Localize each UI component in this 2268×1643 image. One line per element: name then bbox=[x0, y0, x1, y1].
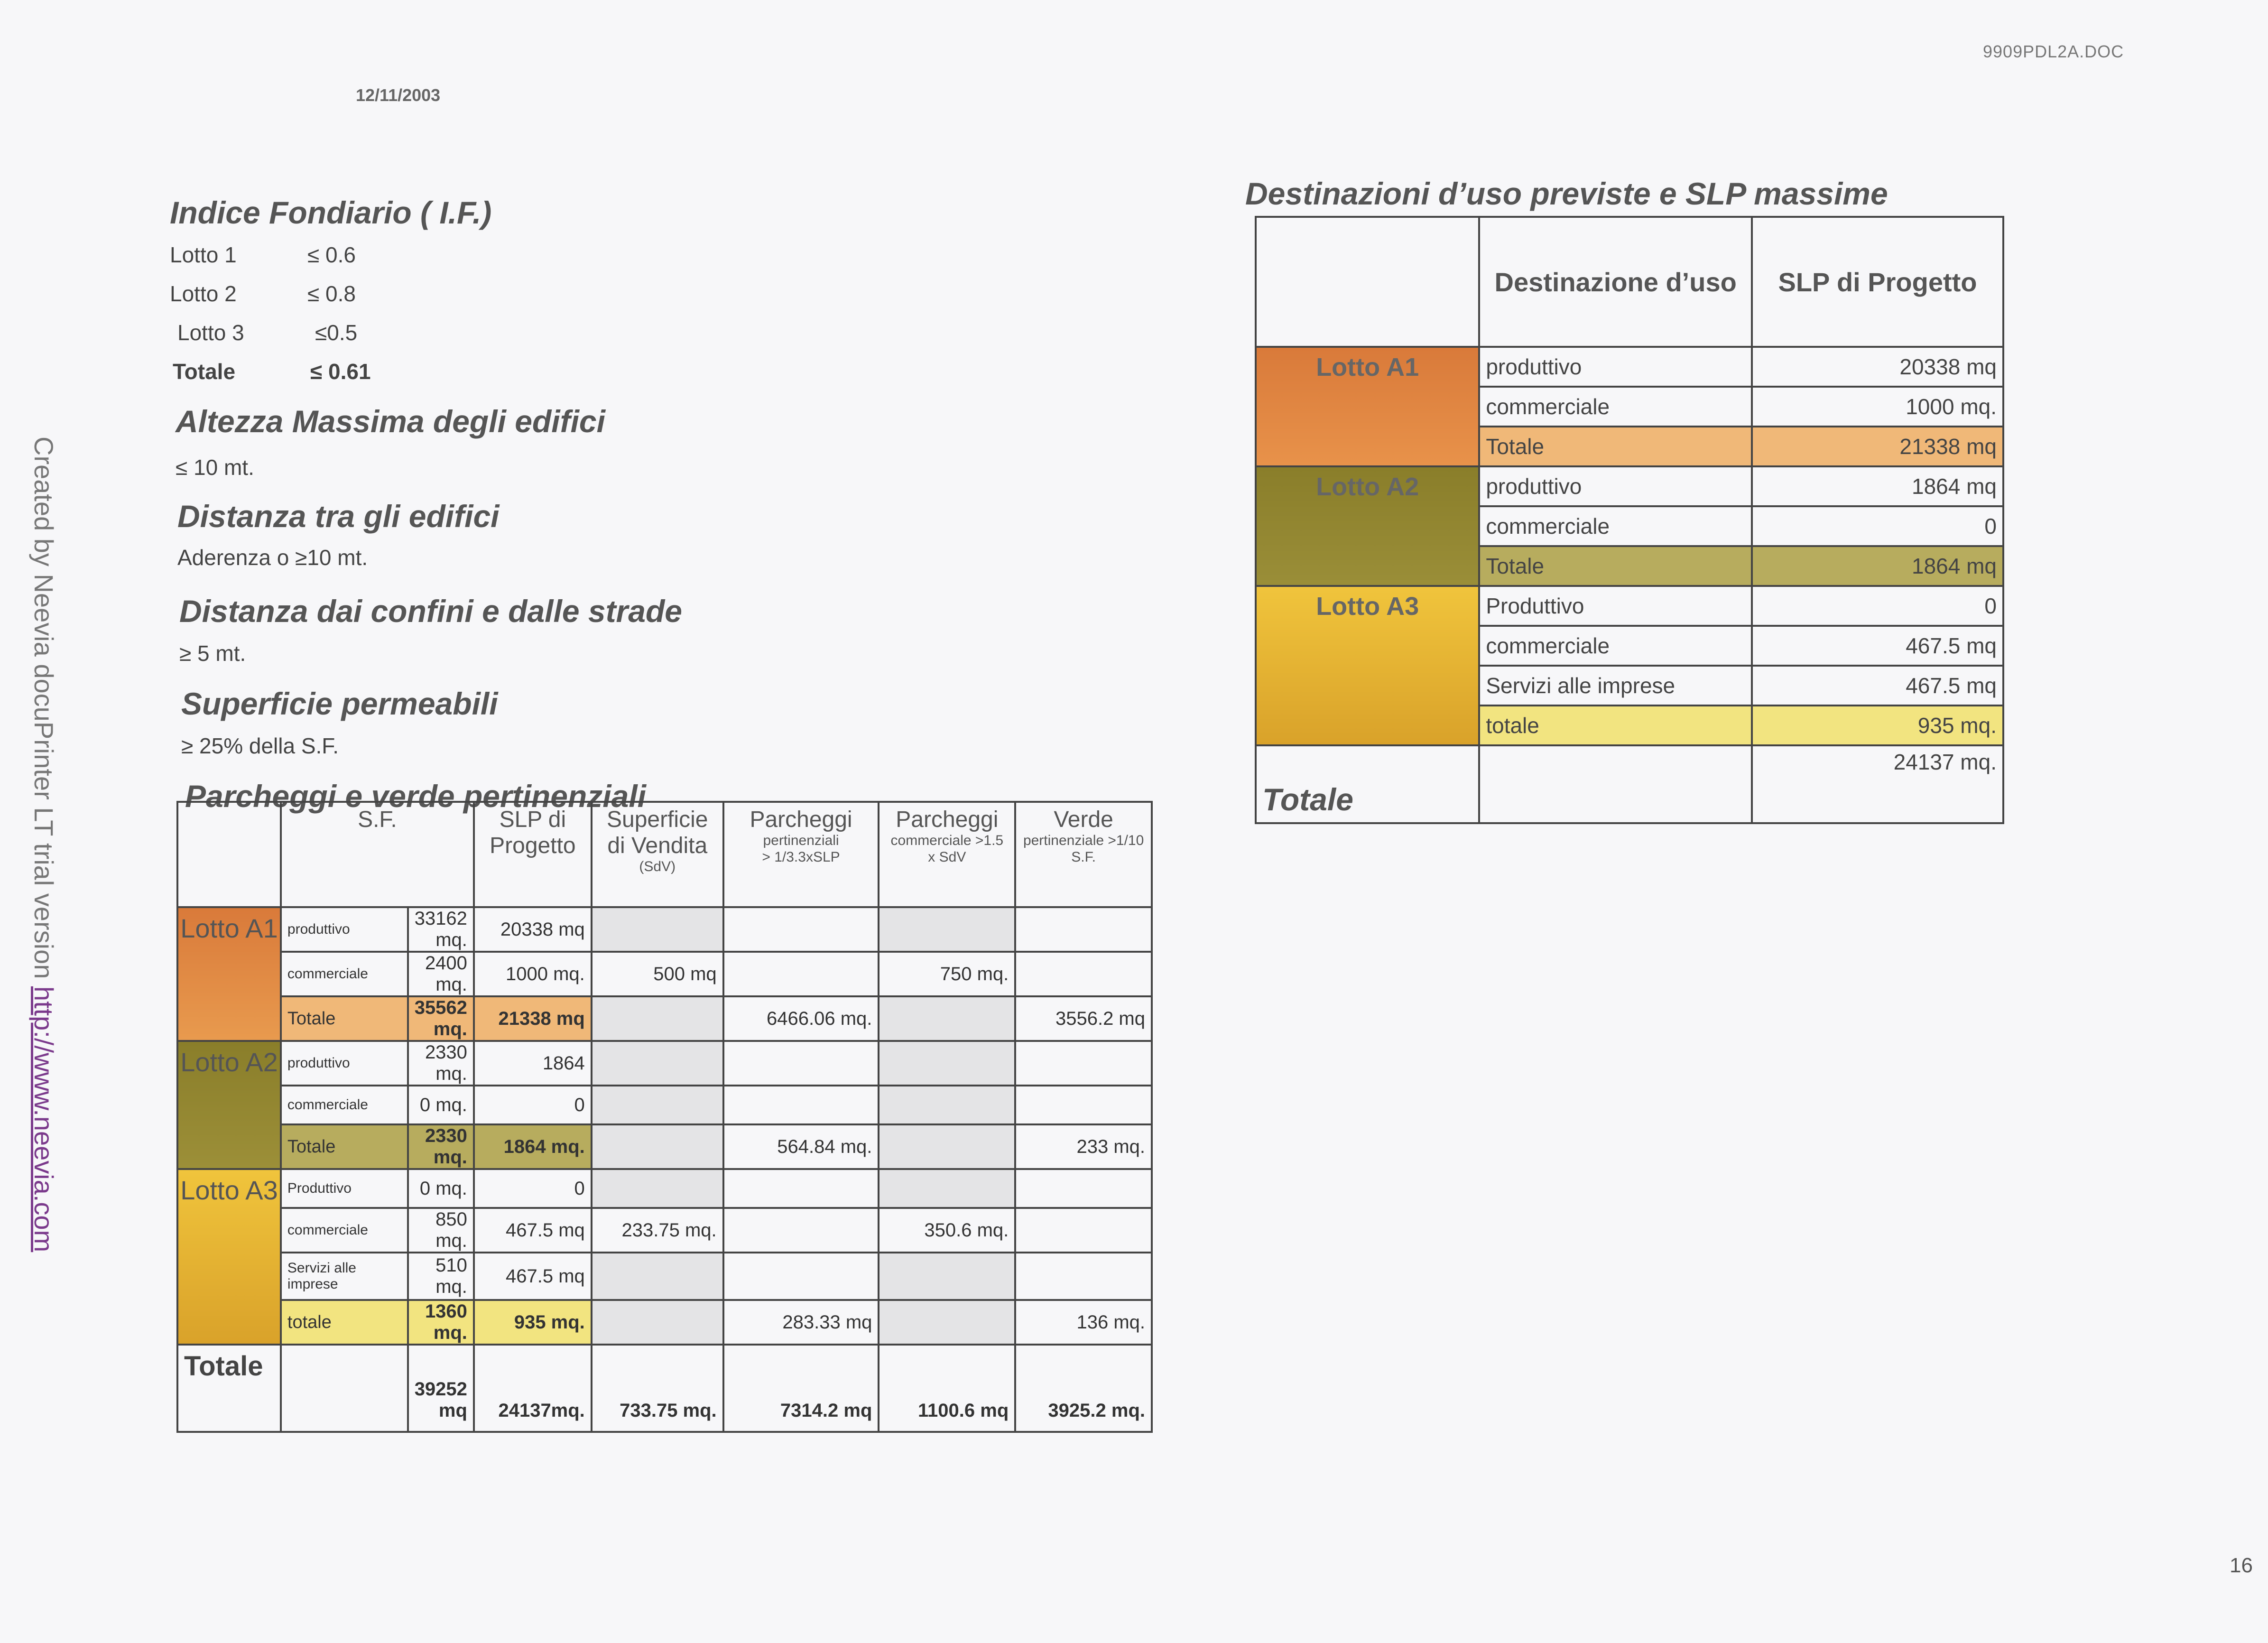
page-number: 16 bbox=[2230, 1554, 2253, 1577]
cell-sf: 0 mq. bbox=[408, 1086, 474, 1124]
cell-park1: 283.33 mq bbox=[723, 1300, 879, 1345]
cell-empty bbox=[1015, 952, 1152, 996]
parcheggi-table bbox=[176, 801, 1153, 1433]
cell-slp-total: 935 mq. bbox=[474, 1300, 592, 1345]
indice-row: Lotto 1 ≤ 0.6 bbox=[170, 242, 356, 267]
cell-verde: 233 mq. bbox=[1015, 1124, 1152, 1169]
cell-empty bbox=[592, 1253, 723, 1300]
total-park1: 7314.2 mq bbox=[723, 1345, 879, 1432]
cell-sf: 0 mq. bbox=[408, 1169, 474, 1208]
cell-verde: 3556.2 mq bbox=[1015, 996, 1152, 1041]
cell-empty bbox=[879, 1086, 1015, 1124]
cell-empty bbox=[281, 1345, 408, 1432]
row-label: commerciale bbox=[281, 1086, 408, 1124]
row-value-total: 21338 mq bbox=[1752, 427, 2003, 466]
lotto-a1-label: Lotto A1 bbox=[1256, 347, 1479, 466]
cell-slp: 467.5 mq bbox=[474, 1208, 592, 1253]
cell-empty bbox=[879, 996, 1015, 1041]
row-label: commerciale bbox=[281, 952, 408, 996]
cell-empty bbox=[879, 1124, 1015, 1169]
total-sdv: 733.75 mq. bbox=[592, 1345, 723, 1432]
row-label: commerciale bbox=[1479, 626, 1752, 666]
cell-empty bbox=[1015, 907, 1152, 952]
total-park2: 1100.6 mq bbox=[879, 1345, 1015, 1432]
cell-empty bbox=[723, 1086, 879, 1124]
cell-empty bbox=[592, 907, 723, 952]
row-label-total: Totale bbox=[1479, 546, 1752, 586]
distanza-edifici-title: Distanza tra gli edifici bbox=[177, 499, 500, 534]
row-label: commerciale bbox=[281, 1208, 408, 1253]
cell-empty bbox=[1015, 1253, 1152, 1300]
row-label-total: Totale bbox=[281, 1124, 408, 1169]
cell-empty bbox=[723, 1169, 879, 1208]
cell-slp: 20338 mq bbox=[474, 907, 592, 952]
cell-empty bbox=[592, 996, 723, 1041]
watermark bbox=[28, 436, 59, 1252]
altezza-value: ≤ 10 mt. bbox=[176, 455, 254, 480]
cell-sf: 2400 mq. bbox=[408, 952, 474, 996]
cell-sf-total: 1360 mq. bbox=[408, 1300, 474, 1345]
cell-park2: 350.6 mq. bbox=[879, 1208, 1015, 1253]
row-value: 1864 mq bbox=[1752, 466, 2003, 506]
cell-sdv: 500 mq bbox=[592, 952, 723, 996]
cell-empty bbox=[592, 1169, 723, 1208]
destinazioni-title: Destinazioni d’uso previste e SLP massime bbox=[1245, 176, 1888, 211]
destinazioni-table bbox=[1255, 216, 2004, 824]
superficie-value: ≥ 25% della S.F. bbox=[181, 733, 339, 758]
row-label: produttivo bbox=[1479, 347, 1752, 387]
cell-empty bbox=[592, 1041, 723, 1086]
header-empty bbox=[1256, 217, 1479, 347]
cell-sf: 33162 mq. bbox=[408, 907, 474, 952]
total-slp: 24137mq. bbox=[474, 1345, 592, 1432]
distanza-confini-value: ≥ 5 mt. bbox=[179, 641, 246, 666]
row-label: commerciale bbox=[1479, 387, 1752, 427]
total-sf: 39252 mq bbox=[408, 1345, 474, 1432]
header-destinazione: Destinazione d’uso bbox=[1479, 217, 1752, 347]
cell-empty bbox=[723, 1253, 879, 1300]
row-value: 0 bbox=[1752, 506, 2003, 546]
watermark-link[interactable]: http://www.neevia.com bbox=[29, 986, 59, 1253]
row-label: Produttivo bbox=[281, 1169, 408, 1208]
cell-sf: 510 mq. bbox=[408, 1253, 474, 1300]
cell-slp-total: 21338 mq bbox=[474, 996, 592, 1041]
cell-empty bbox=[1479, 745, 1752, 823]
header-sf: S.F. bbox=[281, 802, 474, 907]
row-label: Produttivo bbox=[1479, 586, 1752, 626]
row-label: produttivo bbox=[281, 907, 408, 952]
total-verde: 3925.2 mq. bbox=[1015, 1345, 1152, 1432]
cell-empty bbox=[879, 1253, 1015, 1300]
cell-sdv: 233.75 mq. bbox=[592, 1208, 723, 1253]
total-value: 24137 mq. bbox=[1752, 745, 2003, 823]
indice-row: Lotto 3 ≤0.5 bbox=[177, 320, 358, 345]
total-label: Totale bbox=[1256, 745, 1479, 823]
cell-sf-total: 2330 mq. bbox=[408, 1124, 474, 1169]
document-filename: 9909PDL2A.DOC bbox=[1983, 42, 2124, 61]
distanza-edifici-value: Aderenza o ≥10 mt. bbox=[177, 545, 368, 570]
cell-sf: 2330 mq. bbox=[408, 1041, 474, 1086]
cell-sf: 850 mq. bbox=[408, 1208, 474, 1253]
row-value-total: 1864 mq bbox=[1752, 546, 2003, 586]
cell-verde: 136 mq. bbox=[1015, 1300, 1152, 1345]
row-label-total: Totale bbox=[1479, 427, 1752, 466]
cell-empty bbox=[1015, 1208, 1152, 1253]
row-value: 20338 mq bbox=[1752, 347, 2003, 387]
row-label: produttivo bbox=[281, 1041, 408, 1086]
cell-park1: 564.84 mq. bbox=[723, 1124, 879, 1169]
row-value: 1000 mq. bbox=[1752, 387, 2003, 427]
cell-park2: 750 mq. bbox=[879, 952, 1015, 996]
cell-empty bbox=[879, 1041, 1015, 1086]
indice-row: Lotto 2 ≤ 0.8 bbox=[170, 281, 356, 306]
header-sdv: Superficie di Vendita (SdV) bbox=[592, 802, 723, 907]
lotto-a3-label: Lotto A3 bbox=[177, 1169, 281, 1345]
header-slp: SLP di Progetto bbox=[1752, 217, 2003, 347]
cell-empty bbox=[723, 907, 879, 952]
header-slp: SLP di Progetto bbox=[474, 802, 592, 907]
row-value: 0 bbox=[1752, 586, 2003, 626]
cell-slp: 1000 mq. bbox=[474, 952, 592, 996]
row-value: 467.5 mq bbox=[1752, 666, 2003, 705]
lotto-a3-label: Lotto A3 bbox=[1256, 586, 1479, 745]
cell-empty bbox=[723, 952, 879, 996]
row-value-total: 935 mq. bbox=[1752, 705, 2003, 745]
row-label-total: Totale bbox=[281, 996, 408, 1041]
row-label: Servizi alle imprese bbox=[281, 1253, 408, 1300]
cell-empty bbox=[723, 1041, 879, 1086]
superficie-title: Superficie permeabili bbox=[181, 686, 498, 721]
row-label-total: totale bbox=[1479, 705, 1752, 745]
document-date: 12/11/2003 bbox=[356, 85, 441, 105]
cell-empty bbox=[592, 1086, 723, 1124]
cell-empty bbox=[879, 1300, 1015, 1345]
row-label: produttivo bbox=[1479, 466, 1752, 506]
cell-slp: 1864 bbox=[474, 1041, 592, 1086]
lotto-a1-label: Lotto A1 bbox=[177, 907, 281, 1041]
cell-slp: 0 bbox=[474, 1169, 592, 1208]
cell-empty bbox=[1015, 1041, 1152, 1086]
cell-sf-total: 35562 mq. bbox=[408, 996, 474, 1041]
lotto-a2-label: Lotto A2 bbox=[177, 1041, 281, 1169]
watermark-text: Created by Neevia docuPrinter LT trial version bbox=[29, 436, 59, 986]
total-label: Totale bbox=[177, 1345, 281, 1432]
parcheggi-title: Parcheggi e verde pertinenziali bbox=[185, 779, 647, 814]
row-label: commerciale bbox=[1479, 506, 1752, 546]
header-verde: Verde pertinenziale >1/10 S.F. bbox=[1015, 802, 1152, 907]
distanza-confini-title: Distanza dai confini e dalle strade bbox=[179, 594, 682, 629]
cell-slp: 0 bbox=[474, 1086, 592, 1124]
header-empty bbox=[177, 802, 281, 907]
cell-empty bbox=[592, 1300, 723, 1345]
indice-title: Indice Fondiario ( I.F.) bbox=[170, 195, 492, 230]
row-value: 467.5 mq bbox=[1752, 626, 2003, 666]
altezza-title: Altezza Massima degli edifici bbox=[176, 404, 605, 439]
cell-slp: 467.5 mq bbox=[474, 1253, 592, 1300]
cell-park1: 6466.06 mq. bbox=[723, 996, 879, 1041]
cell-empty bbox=[1015, 1086, 1152, 1124]
cell-empty bbox=[592, 1124, 723, 1169]
cell-empty bbox=[723, 1208, 879, 1253]
header-parcheggi-pertinenziali: Parcheggi pertinenziali > 1/3.3xSLP bbox=[723, 802, 879, 907]
row-label: Servizi alle imprese bbox=[1479, 666, 1752, 705]
lotto-a2-label: Lotto A2 bbox=[1256, 466, 1479, 586]
cell-empty bbox=[1015, 1169, 1152, 1208]
cell-empty bbox=[879, 1169, 1015, 1208]
row-label-total: totale bbox=[281, 1300, 408, 1345]
cell-empty bbox=[879, 907, 1015, 952]
header-parcheggi-commerciale: Parcheggi commerciale >1.5 x SdV bbox=[879, 802, 1015, 907]
cell-slp-total: 1864 mq. bbox=[474, 1124, 592, 1169]
indice-row-total: Totale ≤ 0.61 bbox=[173, 359, 371, 384]
